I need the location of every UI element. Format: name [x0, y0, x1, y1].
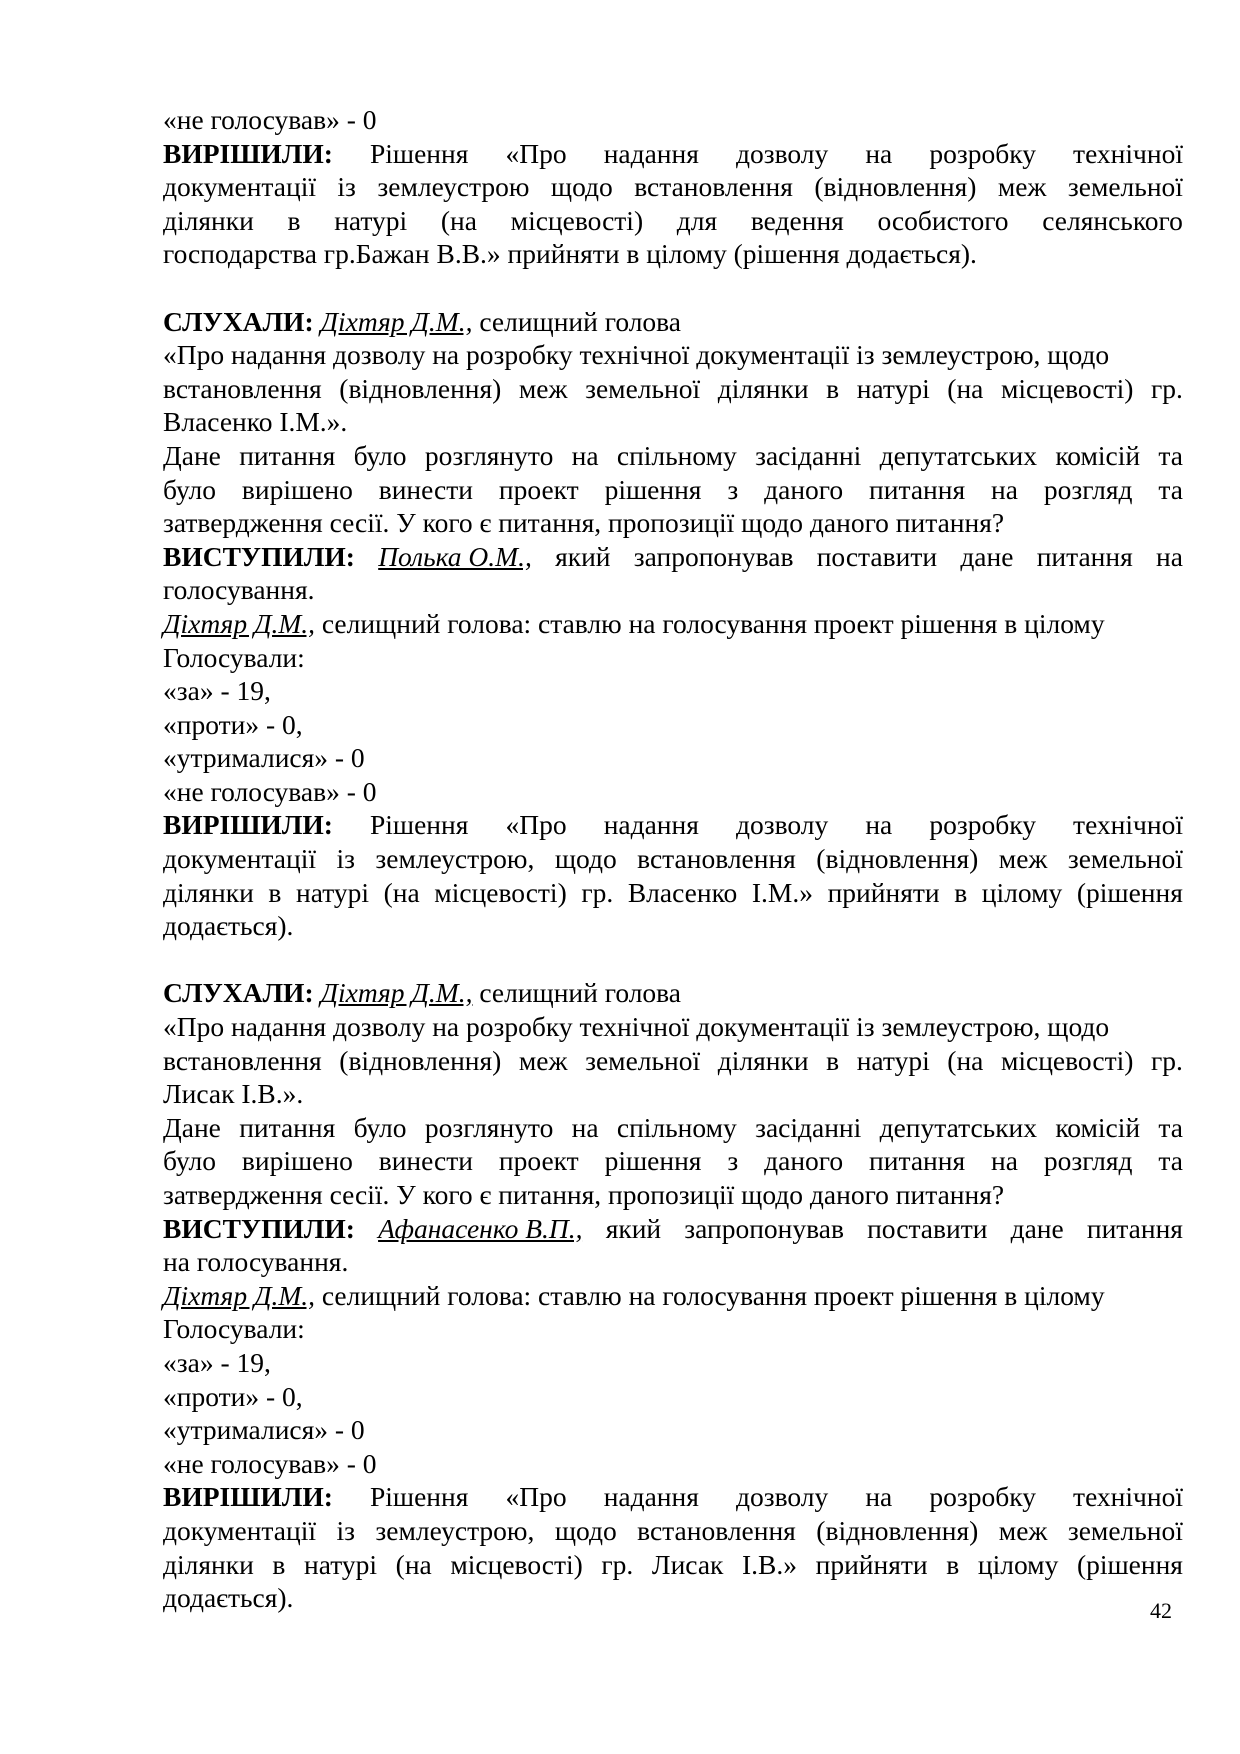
word: надання [603, 1481, 699, 1513]
word: дозволу [735, 137, 829, 169]
word: в [826, 1044, 840, 1076]
word: земельної [585, 372, 701, 404]
word: натурі [856, 372, 930, 404]
vote-against: «проти» - 0, [163, 708, 303, 740]
vote-abstain: «утрималися» - 0 [163, 1414, 365, 1446]
word: винести [378, 473, 473, 505]
section-label: ВИРІШИЛИ: [163, 809, 333, 841]
speaker-name: Діхтяр Д.М., [320, 977, 473, 1009]
question-line: «Про надання дозволу на розробку технічної документації із землеустрою, щодо [163, 339, 1110, 371]
word: (на [395, 1548, 432, 1580]
word: ділянки [717, 372, 809, 404]
word: надання [603, 809, 699, 841]
word: в [287, 204, 301, 236]
word: Рішення [369, 1481, 469, 1513]
discussion-line [163, 1111, 1183, 1145]
word: меж [998, 843, 1048, 875]
decision-line [163, 876, 1183, 910]
word: на [991, 1145, 1018, 1177]
word: (рішення [1076, 876, 1183, 908]
word: поставити [816, 540, 938, 572]
document-page [163, 103, 1183, 1615]
word: гр. [1150, 372, 1183, 404]
speaker-role: селищний голова [472, 977, 682, 1009]
spoke-line [163, 1212, 1183, 1246]
vote-not-voted: «не голосував» - 0 [163, 1447, 377, 1479]
page-number: 42 [1150, 1598, 1172, 1623]
word: Рішення [369, 137, 469, 169]
word: цілому [977, 1548, 1059, 1580]
word: із [336, 843, 355, 875]
word: Лисак [651, 1548, 724, 1580]
word: гр. [581, 876, 614, 908]
decision-line [163, 204, 1183, 238]
word: в [946, 1548, 960, 1580]
decision-line [163, 842, 1183, 876]
word: винести [378, 1145, 473, 1177]
word: «Про [505, 809, 567, 841]
word: місцевості) [450, 1548, 583, 1580]
word: місцевості) [1000, 372, 1134, 404]
word: встановлення [163, 372, 322, 404]
word: документації [163, 171, 316, 203]
word: запропонував [633, 540, 794, 572]
word: технічної [1073, 1481, 1183, 1513]
word: Власенко [627, 876, 738, 908]
question-line [163, 1044, 1183, 1078]
word: І.М.» [751, 876, 813, 908]
word: розгляд [1043, 473, 1133, 505]
decision-line [163, 170, 1183, 204]
word: було [163, 473, 216, 505]
chair-line [163, 607, 1183, 641]
word: (відновлення) [814, 171, 977, 203]
word: цілому [981, 876, 1063, 908]
word: землеустрою, [375, 1514, 535, 1546]
question-line: «Про надання дозволу на розробку технічної документації із землеустрою, щодо [163, 1011, 1110, 1043]
word: (відновлення) [339, 1044, 502, 1076]
decision-line [163, 1514, 1183, 1548]
word: меж [997, 171, 1047, 203]
word: питання [239, 439, 336, 471]
vote-not-voted: «не голосував» - 0 [163, 775, 377, 807]
word: який [555, 540, 611, 572]
word: земельної [1067, 1514, 1183, 1546]
word: технічної [1073, 809, 1183, 841]
word: розглянуто [424, 439, 554, 471]
word: проект [498, 473, 579, 505]
word: землеустрою, [375, 843, 535, 875]
word: із [337, 171, 356, 203]
word: даного [764, 1145, 844, 1177]
word: встановлення [637, 843, 796, 875]
word: земельної [1067, 171, 1183, 203]
word: запропонував [684, 1212, 844, 1244]
heard-line [163, 976, 1183, 1010]
word: гр. [601, 1548, 634, 1580]
word: землеустрою [377, 171, 530, 203]
voted-label: Голосували: [163, 1313, 305, 1345]
word: комісій [1055, 439, 1141, 471]
spoke-line [163, 540, 1183, 574]
decision-line [163, 808, 1183, 842]
word: засіданні [755, 1111, 862, 1143]
decision-line [163, 137, 1183, 171]
word: на [865, 137, 893, 169]
word: прийняти [827, 876, 940, 908]
vote-for: «за» - 19, [163, 675, 271, 707]
word: натурі [304, 1548, 378, 1580]
decision-line [163, 1480, 1183, 1514]
word: ділянки [163, 876, 254, 908]
word: (відновлення) [339, 372, 502, 404]
word: «Про [505, 137, 567, 169]
word: технічної [1073, 137, 1183, 169]
word: розгляд [1043, 1145, 1133, 1177]
word: даного [764, 473, 844, 505]
word: прийняти [815, 1548, 928, 1580]
word: комісій [1055, 1111, 1141, 1143]
word: натурі [334, 204, 408, 236]
word: питання [869, 473, 966, 505]
vote-against: «проти» - 0, [163, 1380, 303, 1412]
word: селянського [1042, 204, 1183, 236]
word: місцевості) [434, 876, 567, 908]
word: ділянки [163, 204, 254, 236]
word: І.В.» [742, 1548, 798, 1580]
spoke-line: голосування. [163, 574, 315, 606]
word: розробку [929, 1481, 1036, 1513]
decision-line: додається). [163, 910, 294, 942]
section-label: ВИСТУПИЛИ: [163, 540, 355, 572]
paragraph-gap [163, 943, 1183, 977]
word: в [954, 876, 968, 908]
chair-name: Діхтяр Д.М., [163, 1279, 315, 1311]
question-line [163, 372, 1183, 406]
discussion-line: затвердження сесії. У кого є питання, пропозиції щодо даного питання? [163, 1179, 1005, 1210]
word: рішення [604, 1145, 702, 1177]
word: натурі [296, 876, 370, 908]
word: та [1158, 1145, 1183, 1177]
word: депутатських [879, 1111, 1038, 1143]
word: спільному [616, 1111, 737, 1143]
word: ведення [750, 204, 844, 236]
word: для [676, 204, 718, 236]
word: на [865, 1481, 893, 1513]
word: із [336, 1514, 355, 1546]
paragraph-gap [163, 271, 1183, 305]
word: на [865, 809, 893, 841]
chair-line [163, 1279, 1183, 1313]
word: спільному [616, 439, 737, 471]
word: встановлення [637, 1514, 796, 1546]
word: (на [383, 876, 420, 908]
speaker-name: Афанасенко В.П., [378, 1212, 583, 1244]
word: (на [947, 1044, 984, 1076]
word: питання [1036, 540, 1133, 572]
question-line: Власенко І.М.». [163, 406, 348, 438]
question-line: Лисак І.В.». [163, 1078, 304, 1110]
word: Рішення [369, 809, 469, 841]
section-label: ВИРІШИЛИ: [163, 137, 333, 169]
chair-text: селищний голова: ставлю на голосування проект рішення в цілому [314, 607, 1105, 639]
word: та [1158, 1111, 1183, 1143]
word: щодо [554, 843, 617, 875]
word: документації [163, 1514, 316, 1546]
word: меж [518, 372, 568, 404]
word: який [605, 1212, 662, 1244]
word: місцевості) [1000, 1044, 1134, 1076]
decision-line: додається). [163, 1582, 294, 1614]
word: ділянки [163, 1548, 254, 1580]
word: розробку [929, 809, 1036, 841]
word: з [727, 473, 739, 505]
word: надання [603, 137, 699, 169]
word: гр. [1150, 1044, 1183, 1076]
word: (рішення [1076, 1548, 1183, 1580]
speaker-role: селищний голова [472, 305, 682, 337]
word: щодо [550, 171, 613, 203]
word: рішення [604, 473, 702, 505]
word: вирішено [241, 1145, 353, 1177]
word: питання [1086, 1212, 1183, 1244]
word: дозволу [735, 1481, 829, 1513]
word: Дане [163, 439, 221, 471]
word: Дане [163, 1111, 221, 1143]
word: меж [998, 1514, 1048, 1546]
spoke-line: на голосування. [163, 1246, 349, 1278]
word: встановлення [634, 171, 793, 203]
word: та [1158, 473, 1183, 505]
word: документації [163, 843, 316, 875]
discussion-line [163, 473, 1183, 507]
decision-line: господарства гр.Бажан В.В.» прийняти в цілому (рішення додається). [163, 238, 977, 270]
voted-label: Голосували: [163, 641, 305, 673]
word: було [163, 1145, 216, 1177]
word: (відновлення) [816, 843, 979, 875]
discussion-line: затвердження сесії. У кого є питання, пропозиції щодо даного питання? [163, 507, 1005, 539]
word: земельної [585, 1044, 701, 1076]
word: ділянки [717, 1044, 809, 1076]
speaker-name: Полька О.М., [378, 540, 532, 572]
word: дозволу [735, 809, 829, 841]
chair-text: селищний голова: ставлю на голосування проект рішення в цілому [314, 1279, 1105, 1311]
vote-for: «за» - 19, [163, 1346, 271, 1378]
word: щодо [554, 1514, 617, 1546]
word: було [353, 1111, 407, 1143]
word: особистого [877, 204, 1009, 236]
word: та [1158, 439, 1183, 471]
word: в [826, 372, 840, 404]
section-label: ВИСТУПИЛИ: [163, 1212, 355, 1244]
word: на [991, 473, 1018, 505]
discussion-line [163, 1144, 1183, 1178]
word: на [1156, 540, 1183, 572]
word: в [272, 1548, 286, 1580]
chair-name: Діхтяр Д.М., [163, 607, 315, 639]
word: питання [239, 1111, 336, 1143]
word: проект [498, 1145, 579, 1177]
section-label: ВИРІШИЛИ: [163, 1481, 333, 1513]
word: натурі [856, 1044, 930, 1076]
word: вирішено [241, 473, 353, 505]
word: розглянуто [424, 1111, 554, 1143]
word: дане [1010, 1212, 1064, 1244]
word: було [353, 439, 407, 471]
heard-label: СЛУХАЛИ: [163, 977, 314, 1009]
vote-not-voted: «не голосував» - 0 [163, 104, 377, 135]
word: питання [869, 1145, 966, 1177]
word: земельної [1067, 843, 1183, 875]
word: (відновлення) [816, 1514, 979, 1546]
word: на [571, 439, 599, 471]
heard-line [163, 305, 1183, 339]
word: встановлення [163, 1044, 322, 1076]
word: засіданні [755, 439, 862, 471]
decision-line [163, 1548, 1183, 1582]
word: меж [518, 1044, 568, 1076]
word: «Про [505, 1481, 567, 1513]
heard-label: СЛУХАЛИ: [163, 305, 314, 337]
word: на [571, 1111, 599, 1143]
word: з [727, 1145, 739, 1177]
word: (на [440, 204, 477, 236]
vote-abstain: «утрималися» - 0 [163, 742, 365, 774]
discussion-line [163, 439, 1183, 473]
speaker-name: Діхтяр Д.М., [320, 305, 473, 337]
word: (на [947, 372, 984, 404]
word: розробку [929, 137, 1036, 169]
word: депутатських [879, 439, 1038, 471]
word: в [268, 876, 282, 908]
word: дане [960, 540, 1014, 572]
word: поставити [867, 1212, 988, 1244]
word: місцевості) [510, 204, 644, 236]
